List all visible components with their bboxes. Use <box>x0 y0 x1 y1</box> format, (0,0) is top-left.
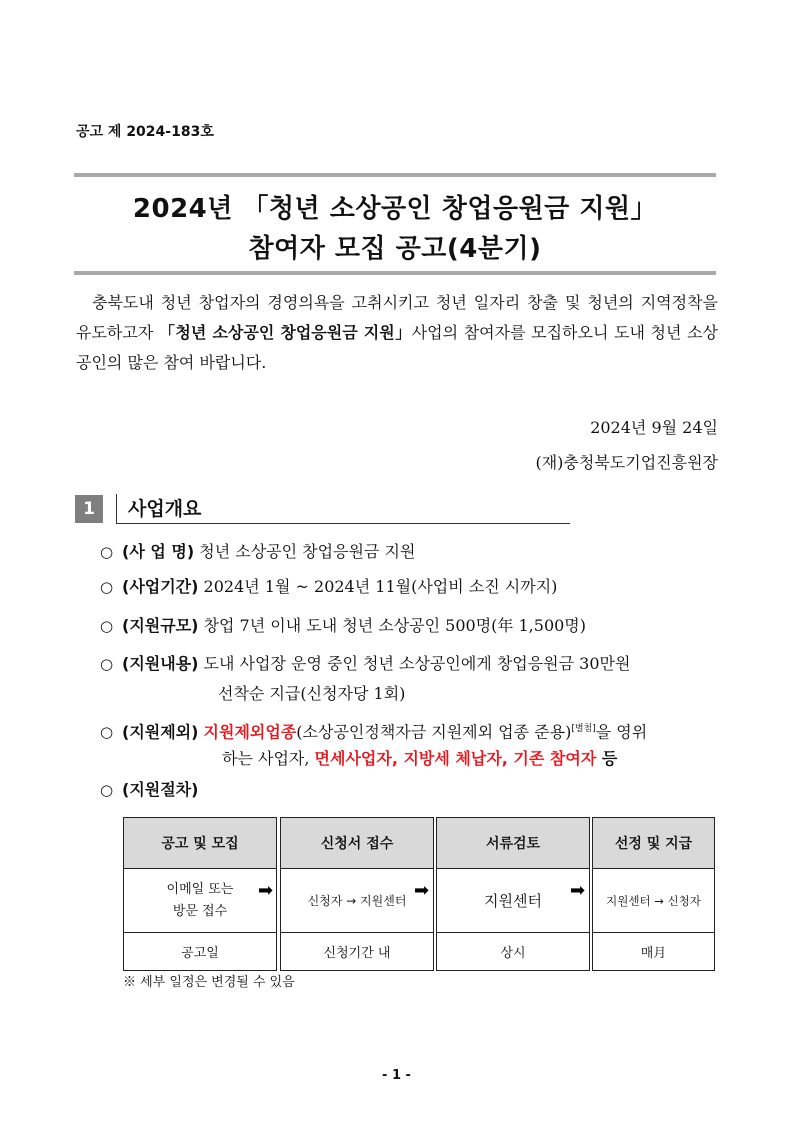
step-header: 서류검토 <box>437 818 589 869</box>
item-key: (지원내용) <box>122 654 199 673</box>
step-footer: 공고일 <box>181 946 219 961</box>
section-title: 사업개요 <box>128 498 202 520</box>
item-key: (지원제외) <box>122 722 199 742</box>
step-body <box>124 869 276 933</box>
title-top-rule <box>74 173 716 177</box>
section-divider <box>116 494 117 524</box>
item-procedure <box>100 775 198 805</box>
notice-number: 공고 제 2024-183호 <box>76 124 214 140</box>
exclusion-text-3: 하는 사업자, <box>222 749 315 768</box>
item-key: (사업기간) <box>122 577 199 596</box>
step-body <box>593 869 714 933</box>
title-bottom-rule <box>74 271 716 275</box>
intro-paragraph <box>76 288 718 378</box>
item-value: 창업 7년 이내 도내 청년 소상공인 500명(年 1,500명) <box>203 616 586 635</box>
page-number: - 1 - <box>382 1068 411 1083</box>
issuer: (재)충청북도기업진흥원장 <box>535 453 718 472</box>
item-value: 청년 소상공인 창업응원금 지원 <box>199 542 416 561</box>
step-footer: 매月 <box>640 946 667 961</box>
step-body-line: 신청자 → 지원센터 <box>307 893 407 908</box>
step-body-line: 이메일 또는 <box>166 881 234 897</box>
step-footer: 상시 <box>500 946 526 961</box>
step-footer: 신청기간 내 <box>323 946 391 961</box>
title-line-2: 참여자 모집 공고(4분기) <box>248 234 542 264</box>
item-support-scale <box>100 611 586 641</box>
item-support-content-cont: 선착순 지급(신청자당 1회) <box>218 684 406 703</box>
bullet-icon: ○ <box>100 543 114 561</box>
exclusion-text: (소상공인정책자금 지원제외 업종 준용) <box>296 722 572 742</box>
attachment-ref: [별첨] <box>571 724 596 734</box>
procedure-step-2 <box>280 817 434 971</box>
title-line-1: 2024년 「청년 소상공인 창업응원금 지원」 <box>132 194 658 224</box>
bullet-icon: ○ <box>100 578 114 596</box>
step-body <box>437 869 589 933</box>
item-support-content <box>100 649 630 679</box>
item-key: (지원규모) <box>122 616 199 635</box>
arrow-right-icon: ➡ <box>258 880 274 901</box>
bullet-icon: ○ <box>100 723 114 742</box>
section-number-badge: 1 <box>75 495 103 523</box>
procedure-step-1 <box>123 817 277 971</box>
exclusion-text-2: 을 영위 <box>595 722 648 742</box>
item-value: 도내 사업장 운영 중인 청년 소상공인에게 창업응원금 30만원 <box>203 654 631 673</box>
item-exclusion <box>100 714 647 747</box>
bullet-icon: ○ <box>100 781 114 799</box>
procedure-step-4 <box>592 817 715 971</box>
arrow-right-icon: ➡ <box>570 880 586 901</box>
step-body-line: 지원센터 → 신청자 <box>606 893 701 908</box>
excluded-industries: 지원제외업종 <box>203 722 297 742</box>
item-value: 2024년 1월 ~ 2024년 11월(사업비 소진 시까지) <box>203 577 558 596</box>
exclusion-text-4: 등 <box>596 749 618 768</box>
section-underline <box>116 523 570 524</box>
step-body-line: 방문 접수 <box>172 903 228 919</box>
step-header: 선정 및 지급 <box>593 818 714 869</box>
item-business-name <box>100 537 415 567</box>
intro-text-2: 사업의 참여자를 모집하오니 도내 청년 소상공인의 많은 참여 바랍니다. <box>76 323 719 372</box>
intro-text-1: 충북도내 청년 창업자의 경영의욕을 고취시키고 청년 일자리 창출 및 청년의 지역정착을 유도하고자 <box>76 293 718 342</box>
schedule-note: ※ 세부 일정은 변경될 수 있음 <box>123 975 295 990</box>
step-body-line: 지원센터 <box>484 891 542 910</box>
bullet-icon: ○ <box>100 617 114 635</box>
step-header: 신청서 접수 <box>281 818 433 869</box>
step-body <box>281 869 433 933</box>
item-business-period <box>100 572 557 602</box>
notice-date: 2024년 9월 24일 <box>590 418 718 437</box>
bullet-icon: ○ <box>100 655 114 673</box>
procedure-step-3 <box>436 817 590 971</box>
item-exclusion-cont <box>222 744 617 774</box>
step-header: 공고 및 모집 <box>124 818 276 869</box>
item-key: (사 업 명) <box>122 542 195 561</box>
intro-emphasis: 「청년 소상공인 창업응원금 지원」 <box>158 323 412 342</box>
excluded-targets: 면세사업자, 지방세 체납자, 기존 참여자 <box>314 749 597 768</box>
item-key: (지원절차) <box>122 780 199 799</box>
arrow-right-icon: ➡ <box>414 880 430 901</box>
